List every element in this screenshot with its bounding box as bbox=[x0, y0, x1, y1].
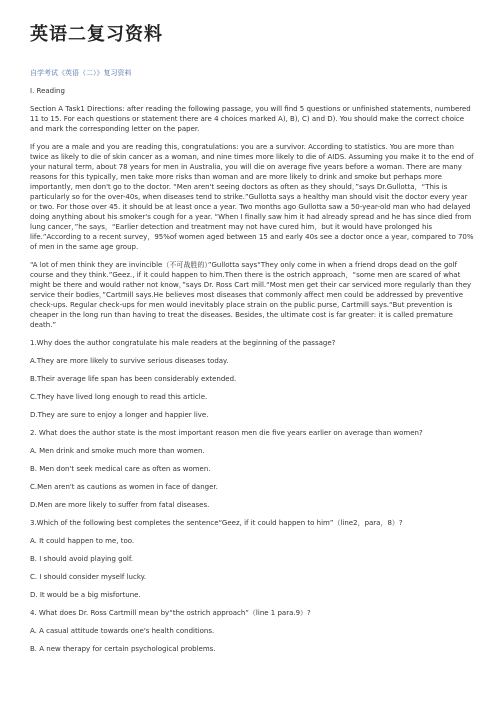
question-option: D.They are sure to enjoy a longer and happier live. bbox=[30, 411, 209, 419]
document-subtitle[interactable]: 自学考试《英语（二）》复习资料 bbox=[30, 69, 132, 77]
question-stem: 3.Which of the following best completes the sentence“Geez, if it could happen to him”（line2，para，8）? bbox=[30, 519, 403, 527]
question-option: C. I should consider myself lucky. bbox=[30, 573, 147, 581]
question-option: B. Men don't seek medical care as often as women. bbox=[30, 465, 211, 473]
question-option: C.They have lived long enough to read this article. bbox=[30, 393, 208, 401]
question-option: A. A casual attitude towards one's health conditions. bbox=[30, 627, 215, 635]
question-option: B.Their average life span has been considerably extended. bbox=[30, 375, 237, 383]
passage-paragraph-1: If you are a male and you are reading this, congratulations: you are a survivor. According to statistics. You are more than twice as likely to die of skin cancer as a woman, and nine times more likely to die of AIDS. Assuming you make it to the end of your natural term, about 78 years for men in Australia, you will die on average five years before a woman. There are many reasons for this typically, men take more risks than woman and are more likely to drink and smoke but perhaps more importantly, men don't go to the doctor. “Men aren't seeing doctors as often as they should，”says Dr.Gullotta，“This is particularly so for the over-40s, when diseases tend to strike.”Gullotta says a healthy man should visit the doctor every year or two. For those over 45. it should be at least once a year. Two months ago Gullotta saw a 50-year-old man who had delayed doing anything about his smoker's cough for a year. “When I finally saw him it had already spread and he has since died from lung cancer，”he says，“Earlier detection and treatment may not have cured him，but it would have prolonged his life.”According to a recent survey，95%of women aged between 15 and early 40s see a doctor once a year, compared to 70% of men in the same age group. bbox=[30, 143, 474, 251]
question-option: D. It would be a big misfortune. bbox=[30, 591, 141, 599]
question-option: A.They are more likely to survive serious diseases today. bbox=[30, 357, 229, 365]
question-option: A. It could happen to me, too. bbox=[30, 537, 135, 545]
question-stem: 2. What does the author state is the most important reason men die five years earlier on average than women? bbox=[30, 429, 423, 437]
passage-paragraph-2: “A lot of men think they are invincible（不可战胜的）”Gullotta says“They only come in when a friend drops dead on the golf course and they think.”Geez., if it could happen to him.Then there is the ostrich approach，“some men are scared of what might be there and would rather not know，”says Dr. Ross Cart mill.“Most men get their car serviced more regularly than they service their bodies，”Cartmill says.He believes most diseases that commonly affect men could be addressed by preventive check-ups. Regular check-ups for men would inevitably place strain on the public purse, Cartmill says.“But prevention is cheaper in the long run than having to treat the diseases. Besides, the ultimate cost is far greater: it is called premature death.” bbox=[30, 261, 472, 329]
section-heading: I. Reading bbox=[30, 87, 65, 95]
question-2 bbox=[30, 428, 474, 510]
question-option: A. Men drink and smoke much more than women. bbox=[30, 447, 205, 455]
question-option: B. I should avoid playing golf. bbox=[30, 555, 134, 563]
question-option: B. A new therapy for certain psychological problems. bbox=[30, 645, 216, 653]
question-3 bbox=[30, 518, 474, 600]
question-stem: 1.Why does the author congratulate his male readers at the beginning of the passage? bbox=[30, 339, 336, 347]
question-option: D.Men are more likely to suffer from fatal diseases. bbox=[30, 501, 210, 509]
question-4 bbox=[30, 608, 474, 654]
document-title: 英语二复习资料 bbox=[30, 24, 163, 45]
question-1 bbox=[30, 338, 474, 420]
question-stem: 4. What does Dr. Ross Cartmill mean by“the ostrich approach”（line 1 para.9）? bbox=[30, 609, 311, 617]
task-intro: Section A Task1 Directions: after reading the following passage, you will find 5 questions or unfinished statements, numbered 11 to 15. For each questions or statement there are 4 choices marked A), B), C) and D). You should make the correct choice and mark the corresponding letter on the paper. bbox=[30, 105, 471, 133]
question-option: C.Men aren't as cautions as women in face of danger. bbox=[30, 483, 218, 491]
